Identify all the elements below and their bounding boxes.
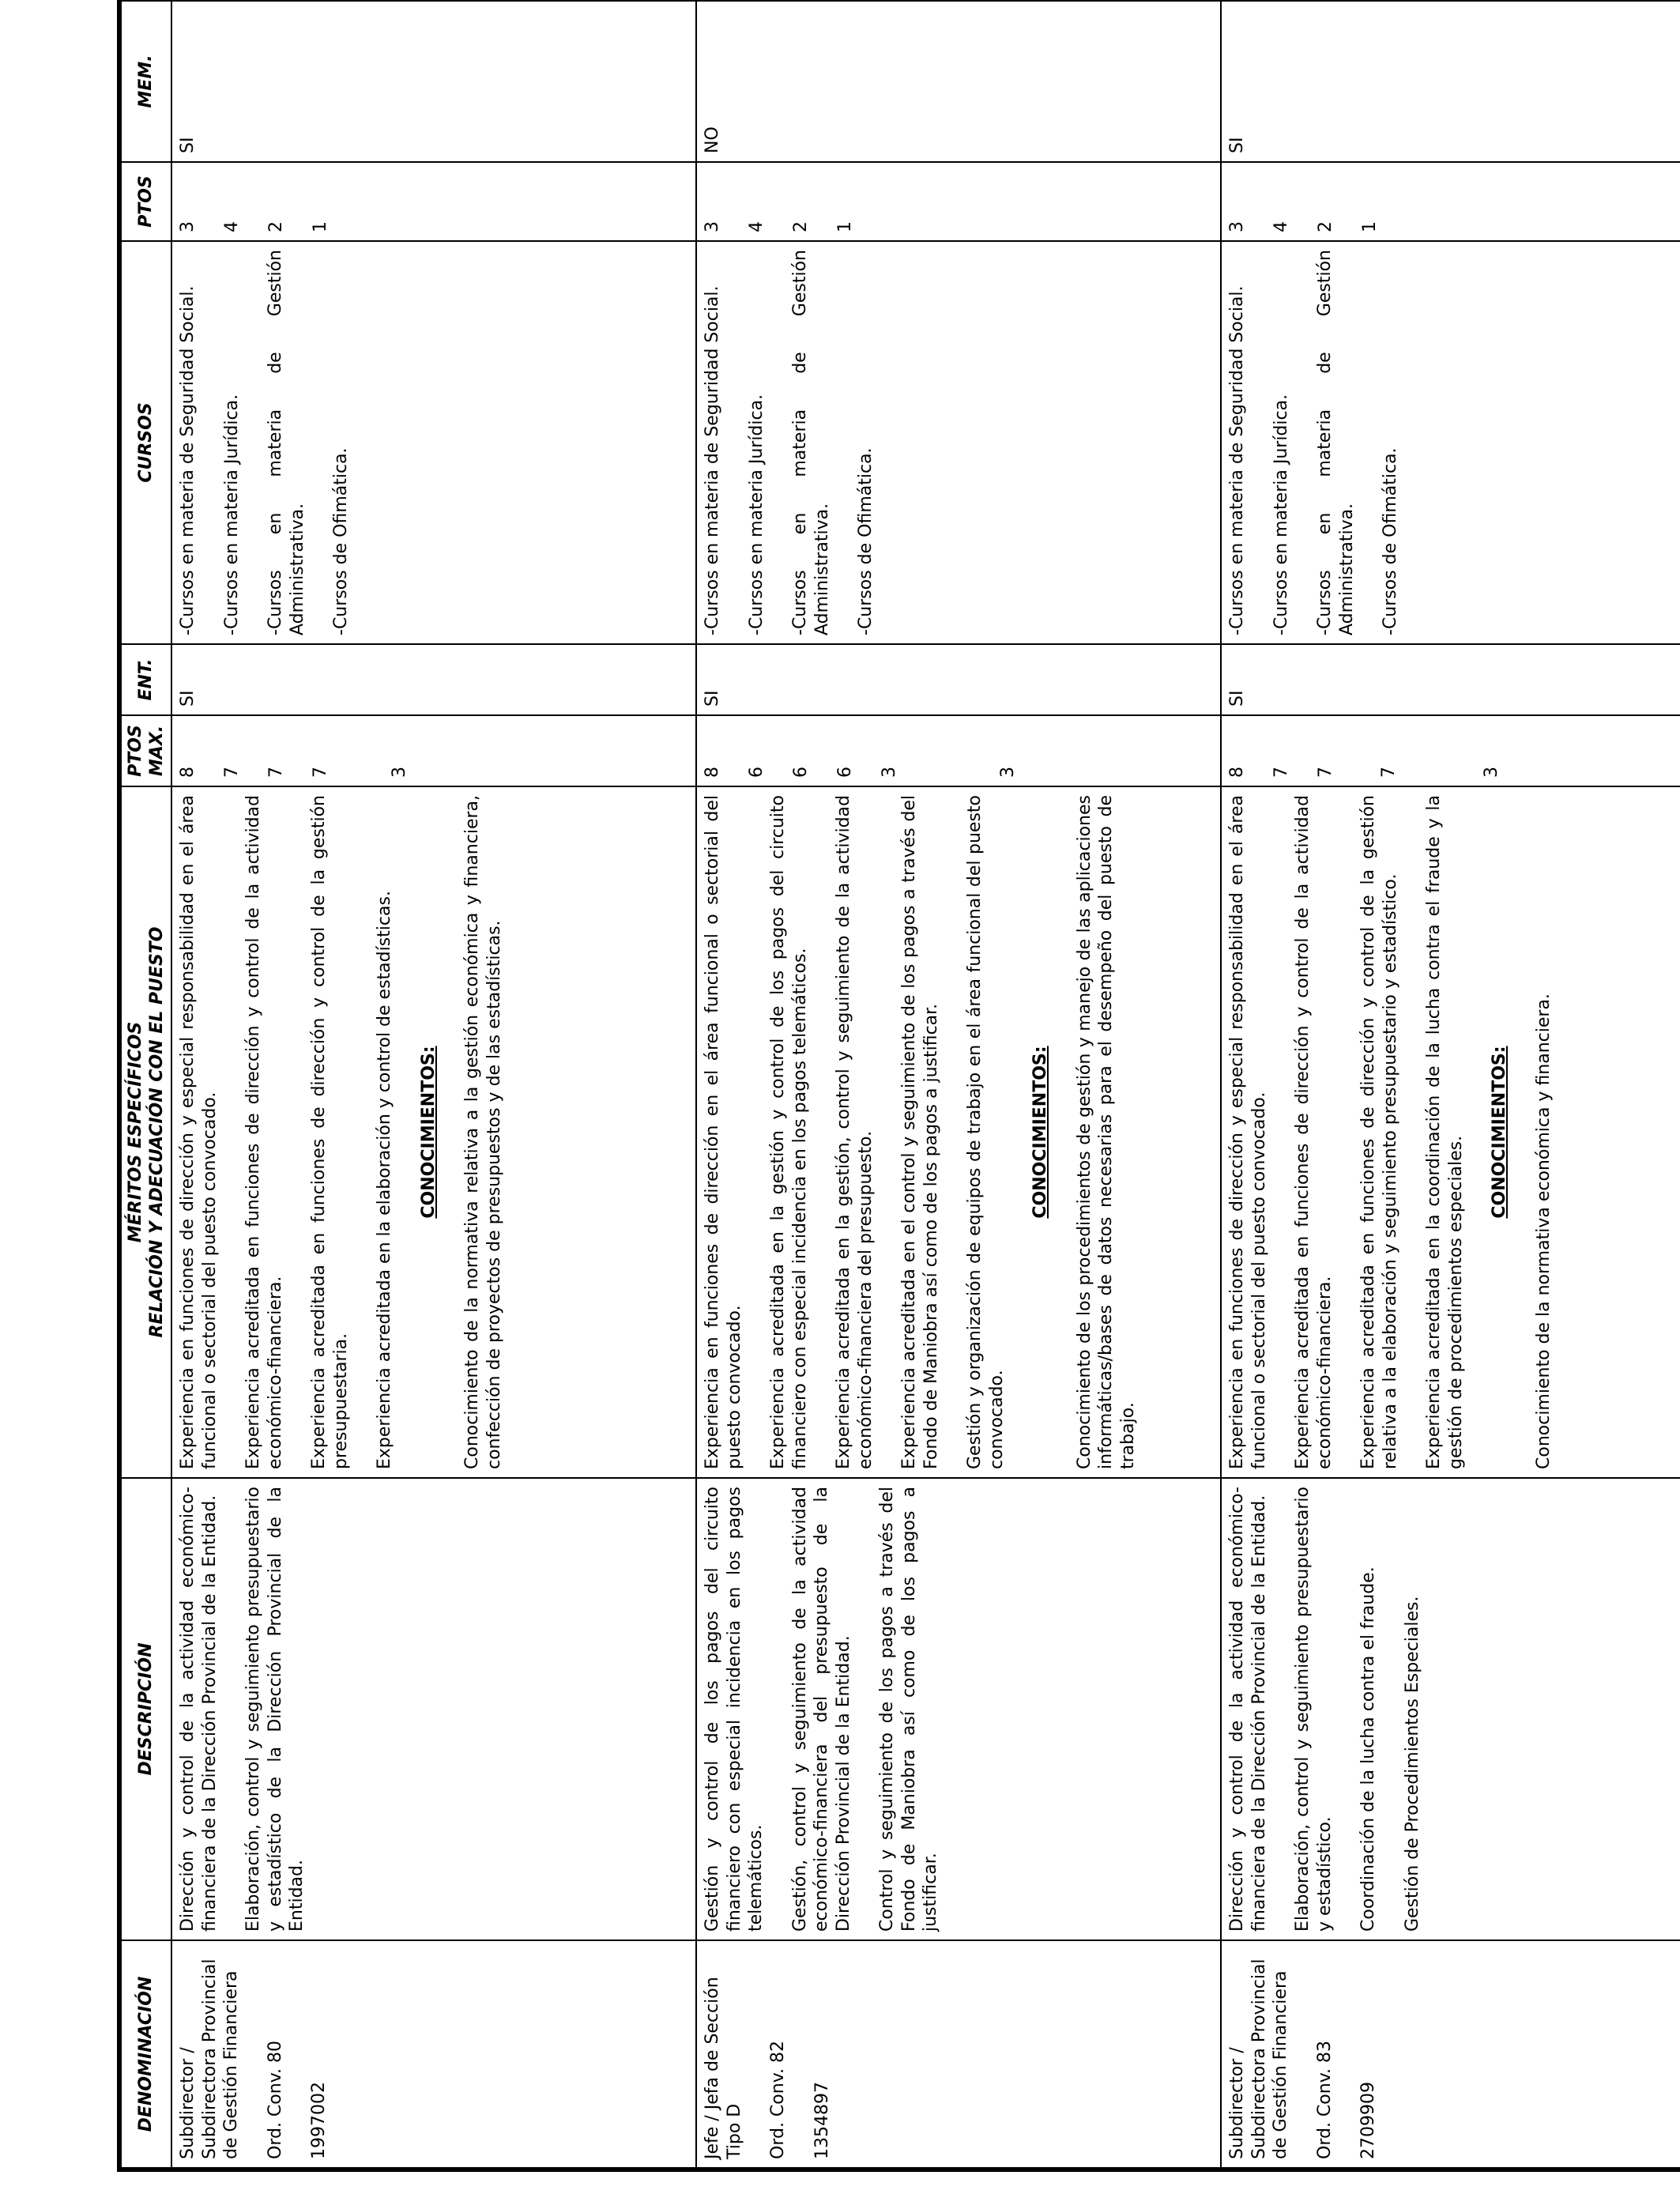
curso-item: -Cursos en materia de Seguridad Social. [1227, 285, 1247, 635]
cell-meritos [171, 786, 696, 1478]
ptos-max-value: 8 [703, 767, 722, 778]
conocimientos-heading: CONOCIMIENTOS: [1030, 1046, 1050, 1219]
ptos-value: 4 [222, 221, 242, 232]
cell-denominacion [1221, 1940, 1680, 2169]
curso-item: -Cursos de Ofimática. [331, 447, 351, 635]
merito-item: Experiencia acreditada en funciones de dirección y control de la gestión relativa a la elaboración y seguimiento presupuestario y estadístico. [1358, 795, 1400, 1469]
ptos-value: 4 [1271, 221, 1291, 232]
ptos-max-value: 7 [1271, 767, 1291, 778]
merito-item: Experiencia acreditada en funciones de dirección y control de la gestión presupuestaria. [309, 795, 351, 1469]
descripcion-item: Control y seguimiento de los pagos a través del Fondo de Maniobra así como de los pagos a justificar. [877, 1487, 940, 1932]
descripcion-item: Gestión de Procedimientos Especiales. [1402, 1596, 1422, 1932]
denominacion-order: Ord. Conv. 83 [1314, 2041, 1335, 2159]
curso-item: -Cursos en materia de Gestión Administrativa. [790, 250, 832, 635]
cell-cursos [696, 241, 1221, 644]
cell-ptos [1221, 162, 1680, 241]
ptos-value: 1 [311, 221, 330, 232]
ptos-max-value: 7 [266, 767, 286, 778]
cell-ptos [696, 162, 1221, 241]
curso-item: -Cursos en materia de Gestión Administrativa. [266, 250, 307, 635]
merito-item: Experiencia acreditada en la elaboración y control de estadísticas. [375, 891, 394, 1469]
descripcion-item: Dirección y control de la actividad económico- financiera de la Dirección Provincial de la Entidad. [1227, 1487, 1269, 1932]
ptos-value: 3 [178, 221, 198, 232]
ptos-value: 4 [747, 221, 767, 232]
ptos-max-value: 7 [222, 767, 242, 778]
curso-item: -Cursos en materia Jurídica. [746, 394, 767, 635]
descripcion-item: Elaboración, control y seguimiento presupuestario y estadístico. [1293, 1487, 1335, 1932]
descripcion-item: Gestión, control y seguimiento de la actividad económico-financiera del presupuesto de la Dirección Provincial de la Entidad. [789, 1487, 853, 1932]
merits-table [117, 0, 1680, 2172]
denominacion-code: 2709909 [1358, 2082, 1378, 2159]
cell-ent: SI [696, 644, 1221, 715]
denominacion-code: 1997002 [309, 2082, 329, 2159]
header-ent: ENT. [119, 644, 171, 715]
curso-item: -Cursos en materia de Seguridad Social. [703, 285, 722, 635]
descripcion-item: Gestión y control de los pagos del circuito financiero con especial incidencia en los pagos telemáticos. [703, 1487, 766, 1932]
cell-ptos [171, 162, 696, 241]
cell-mem: SI [171, 0, 696, 162]
curso-item: -Cursos de Ofimática. [1381, 447, 1400, 635]
ptos-max-value: 8 [178, 767, 198, 778]
header-ptos-max [119, 715, 171, 786]
ptos-value: 2 [791, 221, 811, 232]
cell-ptos-max [1221, 715, 1680, 786]
denominacion-order: Ord. Conv. 80 [265, 2041, 285, 2159]
merito-item: Experiencia en funciones de dirección en el área funcional o sectorial del puesto convocado. [703, 795, 744, 1469]
conocimientos-heading: CONOCIMIENTOS: [418, 1046, 439, 1219]
denominacion-title: Subdirector / Subdirectora Provincial de Gestión Financiera [1227, 1958, 1290, 2159]
denominacion-title: Jefe / Jefa de Sección Tipo D [703, 1977, 744, 2159]
merito-item: Conocimiento de los procedimientos de gestión y manejo de las aplicaciones informáticas/bases de datos necesarias para el desempeño del puesto de trabajo. [1074, 795, 1138, 1469]
ptos-max-value: 3 [1482, 767, 1501, 778]
merito-item: Conocimiento de la normativa relativa a la gestión económica y financiera, confección de proyectos de presupuestos y de las estadísticas. [462, 795, 504, 1469]
curso-item: -Cursos de Ofimática. [856, 447, 876, 635]
descripcion-item: Coordinación de la lucha contra el fraude. [1358, 1566, 1378, 1932]
ptos-max-value: 6 [791, 767, 811, 778]
cell-cursos [1221, 241, 1680, 644]
ptos-max-value: 6 [835, 767, 855, 778]
ptos-max-value: 3 [880, 767, 899, 778]
header-ptos-max-line2: MAX. [147, 725, 167, 777]
header-ptos: PTOS [119, 162, 171, 241]
header-row [119, 0, 171, 2169]
merito-item: Experiencia acreditada en el control y seguimiento de los pagos a través del Fondo de Maniobra así como de los pagos a justificar. [899, 795, 941, 1469]
conocimientos-heading: CONOCIMIENTOS: [1490, 1046, 1509, 1219]
ptos-value: 1 [1360, 221, 1380, 232]
denominacion-code: 1354897 [812, 2082, 832, 2159]
cell-mem: NO [696, 0, 1221, 162]
cell-ptos-max [171, 715, 696, 786]
merito-item: Gestión y organización de equipos de trabajo en el área funcional del puesto convocado. [965, 795, 1007, 1469]
table-row [696, 0, 1221, 2169]
header-meritos-line2: RELACIÓN Y ADECUACIÓN CON EL PUESTO [147, 926, 167, 1338]
descripcion-item: Elaboración, control y seguimiento presupuestario y estadístico de la Dirección Provincial de la Entidad. [243, 1487, 307, 1932]
descripcion-item: Dirección y control de la actividad económico- financiera de la Dirección Provincial de la Entidad. [178, 1487, 220, 1932]
merito-item: Experiencia acreditada en la coordinación de la lucha contra el fraude y la gestión de procedimientos especiales. [1424, 795, 1466, 1469]
rotated-table-sheet [117, 2, 1563, 2172]
header-meritos [119, 786, 171, 1478]
denominacion-order: Ord. Conv. 82 [768, 2041, 788, 2159]
ptos-max-value: 3 [998, 767, 1018, 778]
curso-item: -Cursos en materia Jurídica. [221, 394, 242, 635]
denominacion-title: Subdirector / Subdirectora Provincial de Gestión Financiera [178, 1958, 241, 2159]
header-mem: MEM. [119, 0, 171, 162]
merito-item: Experiencia en funciones de dirección y especial responsabilidad en el área funcional o sectorial del puesto convocado. [178, 795, 220, 1469]
cell-descripcion [1221, 1478, 1680, 1940]
merito-item: Experiencia en funciones de dirección y especial responsabilidad en el área funcional o sectorial del puesto convocado. [1227, 795, 1269, 1469]
header-meritos-line1: MÉRITOS ESPECÍFICOS [125, 1021, 145, 1243]
cell-denominacion [696, 1940, 1221, 2169]
ptos-max-value: 6 [747, 767, 767, 778]
merito-item: Experiencia acreditada en funciones de dirección y control de la actividad económico-financiera. [1293, 795, 1335, 1469]
cell-mem: SI [1221, 0, 1680, 162]
ptos-max-value: 7 [1316, 767, 1335, 778]
ptos-max-value: 7 [311, 767, 330, 778]
ptos-max-value: 8 [1227, 767, 1247, 778]
header-denominacion: DENOMINACIÓN [119, 1940, 171, 2169]
merito-item: Conocimiento de la normativa económica y financiera. [1533, 993, 1554, 1469]
ptos-value: 2 [1316, 221, 1335, 232]
ptos-value: 1 [835, 221, 855, 232]
cell-ptos-max [696, 715, 1221, 786]
header-cursos: CURSOS [119, 241, 171, 644]
cell-meritos [696, 786, 1221, 1478]
cell-descripcion [171, 1478, 696, 1940]
merito-item: Experiencia acreditada en funciones de dirección y control de la actividad económico-financiera. [243, 795, 285, 1469]
cell-cursos [171, 241, 696, 644]
curso-item: -Cursos en materia de Gestión Administrativa. [1315, 250, 1357, 635]
ptos-value: 3 [703, 221, 722, 232]
cell-denominacion [171, 1940, 696, 2169]
merito-item: Experiencia acreditada en la gestión, control y seguimiento de la actividad económico-financiera del presupuesto. [834, 795, 876, 1469]
header-ptos-max-line1: PTOS [125, 725, 145, 777]
ptos-max-value: 3 [390, 767, 409, 778]
merito-item: Experiencia acreditada en la gestión y control de los pagos del circuito financiero con especial incidencia en los pagos telemáticos. [768, 795, 810, 1469]
cell-ent: SI [1221, 644, 1680, 715]
cell-ent: SI [171, 644, 696, 715]
ptos-max-value: 7 [1379, 767, 1399, 778]
curso-item: -Cursos en materia de Seguridad Social. [178, 285, 198, 635]
curso-item: -Cursos en materia Jurídica. [1271, 394, 1291, 635]
ptos-value: 3 [1227, 221, 1247, 232]
cell-meritos [1221, 786, 1680, 1478]
cell-descripcion [696, 1478, 1221, 1940]
ptos-value: 2 [266, 221, 286, 232]
table-row [1221, 0, 1680, 2169]
header-descripcion: DESCRIPCIÓN [119, 1478, 171, 1940]
table-row [171, 0, 696, 2169]
